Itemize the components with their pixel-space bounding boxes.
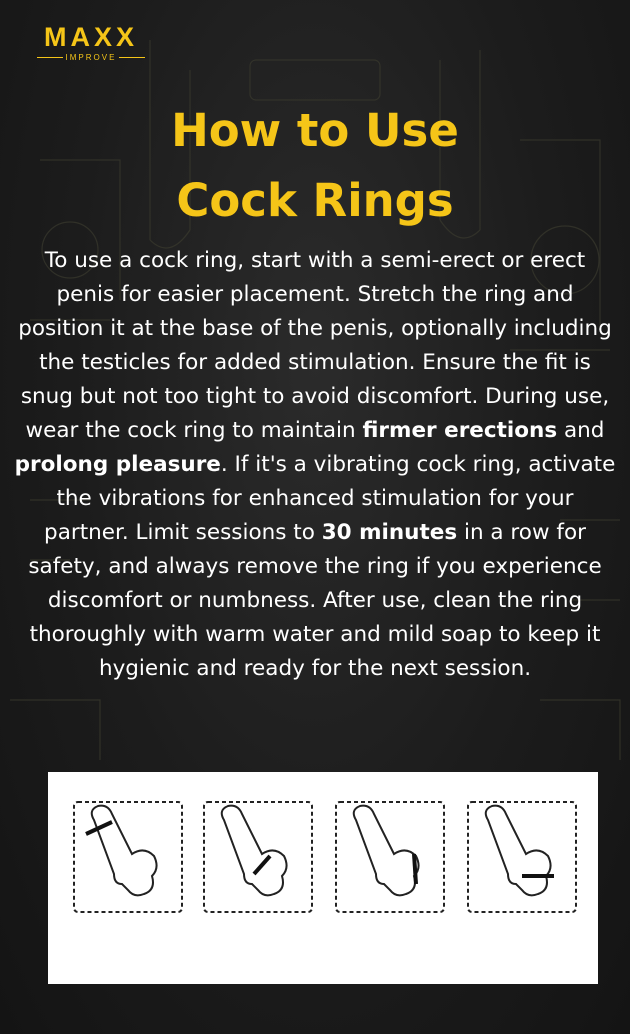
page-title bbox=[0, 96, 630, 236]
text-part-2: and bbox=[557, 418, 605, 443]
brand-logo[interactable] bbox=[32, 24, 150, 62]
text-part-1: To use a cock ring, start with a semi-erect or erect penis for easier placement. Stretch the ring and position it at the base of the penis, optionally including the testicles for added stimulation. Ensure the fit is snug but not too tight to avoid discomfort. During use, wear the cock ring to maintain bbox=[18, 248, 612, 443]
emphasis-30-minutes: 30 minutes bbox=[321, 520, 458, 545]
placement-illustration bbox=[48, 772, 598, 984]
text-part-3: . If it's a vibrating cock ring, activate the vibrations for enhanced stimulation for your partner. Limit sessions to bbox=[44, 452, 616, 545]
panel-ring-on-shaft-tip bbox=[74, 802, 182, 912]
panel-ring-around-testicles bbox=[468, 802, 576, 912]
panel-ring-at-base bbox=[336, 802, 444, 912]
brand-tagline: IMPROVE bbox=[65, 53, 117, 62]
panel-ring-at-mid-shaft bbox=[204, 802, 312, 912]
instructions-paragraph bbox=[14, 244, 616, 686]
emphasis-prolong-pleasure: prolong pleasure bbox=[14, 452, 221, 477]
title-line-1: How to Use bbox=[171, 104, 459, 157]
text-part-4: in a row for safety, and always remove the ring if you experience discomfort or numbness. After use, clean the ring thoroughly with warm water and mild soap to keep it hygienic and ready for the next session. bbox=[28, 520, 602, 681]
tagline-rule-left bbox=[37, 57, 63, 58]
brand-tagline-row bbox=[32, 53, 150, 62]
title-line-2: Cock Rings bbox=[176, 174, 454, 227]
brand-name: MAXX bbox=[43, 22, 138, 52]
tagline-rule-right bbox=[119, 57, 145, 58]
emphasis-firmer-erections: firmer erections bbox=[362, 418, 558, 443]
placement-diagram bbox=[48, 772, 598, 984]
